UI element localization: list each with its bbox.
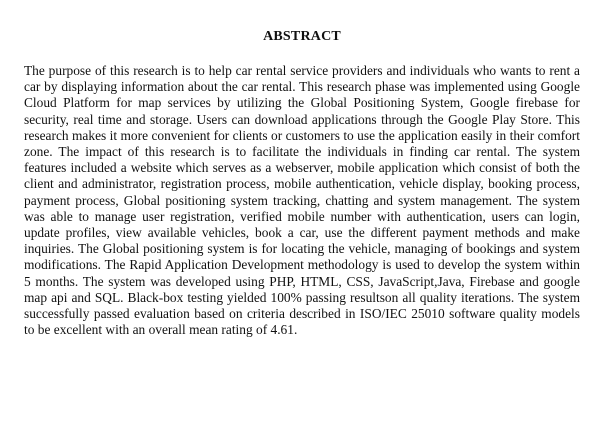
abstract-body: The purpose of this research is to help car rental service providers and individuals who wants to rent a car by displaying information about the car rental. This research phase was implemented using Google Cloud Platform for map services by utilizing the Global Positioning System, Google firebase for security, real time and storage. Users can download applications through the Google Play Store. This research makes it more convenient for clients or customers to use the application easily in their comfort zone. The impact of this research is to facilitate the individuals in finding car rental. The system features included a website which serves as a webserver, mobile application which consist of both the client and administrator, registration process, mobile authentication, vehicle display, booking process, payment process, Global positioning system tracking, chatting and system management. The system was able to manage user registration, verified mobile number with authentication, users can login, update profiles, view available vehicles, book a car, use the different payment methods and make inquiries. The Global positioning system is for locating the vehicle, managing of bookings and system modifications. The Rapid Application Development methodology is used to develop the system within 5 months. The system was developed using PHP, HTML, CSS, JavaScript,Java, Firebase and google map api and SQL. Black-box testing yielded 100% passing resultson all quality iterations. The system successfully passed evaluation based on criteria described in ISO/IEC 25010 software quality models to be excellent with an overall mean rating of 4.61. xyxy=(24,63,580,338)
abstract-heading: ABSTRACT xyxy=(263,29,341,44)
